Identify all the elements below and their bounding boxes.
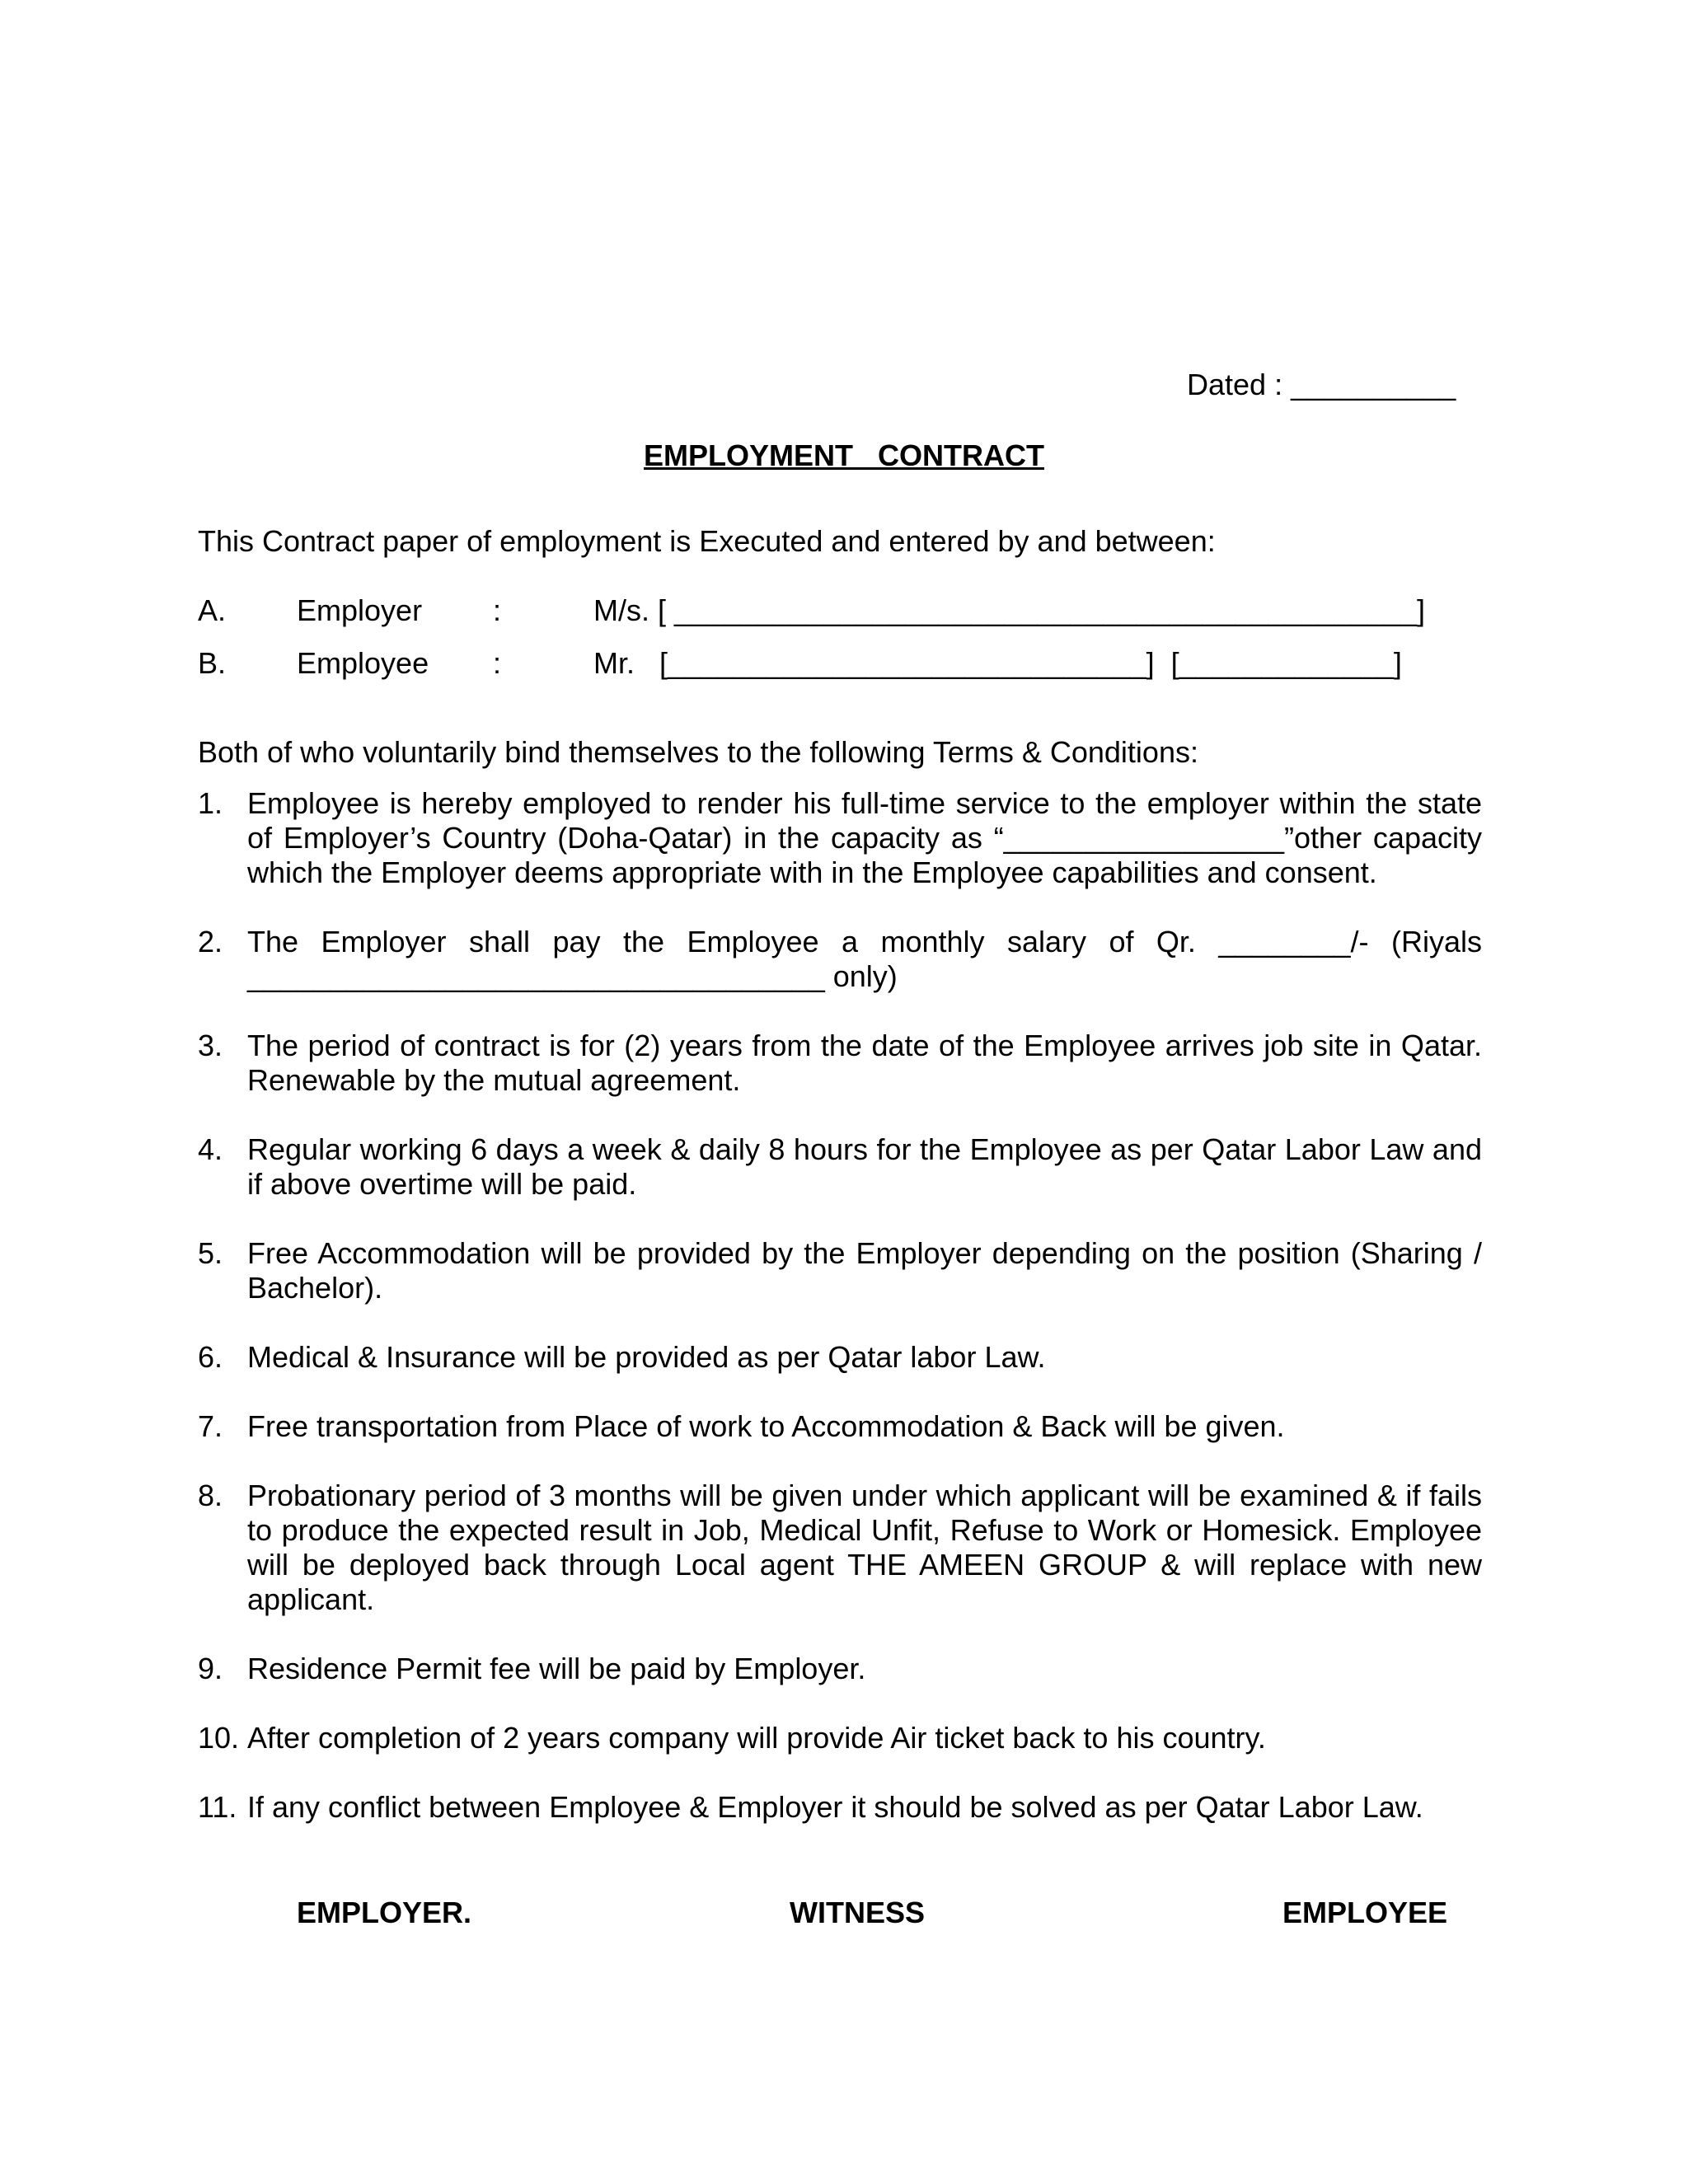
document-title-text: EMPLOYMENT CONTRACT — [644, 438, 1044, 472]
term-item — [198, 1236, 1482, 1305]
party-letter: A. — [198, 593, 227, 627]
term-item — [198, 1652, 1482, 1686]
party-colon: : — [493, 646, 502, 680]
term-number: 8. — [198, 1479, 223, 1512]
party-employee — [198, 646, 1484, 681]
term-text: The Employer shall pay the Employee a monthly salary of Qr. ________/- (Riyals ___________________________________ only) — [247, 925, 1482, 993]
party-fill-blank: M/s. [ _____________________________________________] — [593, 593, 1425, 627]
party-role: Employer — [297, 593, 423, 627]
party-role: Employee — [297, 646, 429, 680]
signature-block — [0, 1896, 1688, 1930]
term-item — [198, 1340, 1482, 1375]
term-text: Regular working 6 days a week & daily 8 hours for the Employee as per Qatar Labor Law and if above overtime will be paid. — [247, 1132, 1482, 1201]
term-number: 7. — [198, 1409, 223, 1443]
term-number: 5. — [198, 1236, 223, 1270]
term-number: 4. — [198, 1132, 223, 1166]
term-item — [198, 1409, 1482, 1444]
party-colon: : — [493, 593, 502, 627]
term-number: 1. — [198, 786, 223, 820]
term-item — [198, 1029, 1482, 1098]
term-number: 3. — [198, 1029, 223, 1062]
signature-employee-label: EMPLOYEE — [1282, 1896, 1448, 1929]
term-item — [198, 925, 1482, 994]
party-employer — [198, 593, 1484, 628]
term-text: Free transportation from Place of work to Accommodation & Back will be given. — [247, 1409, 1285, 1443]
dated-field: Dated : __________ — [1187, 368, 1456, 401]
term-text: The period of contract is for (2) years from the date of the Employee arrives job site in Qatar. Renewable by the mutual agreement. — [247, 1029, 1482, 1097]
term-text: Free Accommodation will be provided by the Employer depending on the position (Sharing / Bachelor). — [247, 1236, 1482, 1305]
term-item — [198, 1721, 1482, 1755]
term-number: 2. — [198, 925, 223, 958]
term-item — [198, 1479, 1482, 1617]
signature-employer-label: EMPLOYER. — [297, 1896, 472, 1929]
signature-witness-label: WITNESS — [790, 1896, 926, 1929]
document-title — [0, 438, 1688, 473]
intro-paragraph: This Contract paper of employment is Executed and entered by and between: — [198, 524, 1216, 558]
party-letter: B. — [198, 646, 227, 680]
terms-list — [198, 786, 1482, 1859]
term-number: 10. — [198, 1721, 240, 1755]
term-text: Residence Permit fee will be paid by Employer. — [247, 1652, 866, 1685]
term-item — [198, 786, 1482, 890]
term-number: 9. — [198, 1652, 223, 1685]
term-text: If any conflict between Employee & Employer it should be solved as per Qatar Labor Law. — [247, 1790, 1423, 1824]
term-number: 11. — [198, 1790, 237, 1824]
term-text: Employee is hereby employed to render his full-time service to the employer within the state of Employer’s Country (Doha-Qatar) in the capacity as “_________________”other capacity which the Employer deems appropriate with in the Employee capabilities and consent. — [247, 786, 1482, 889]
term-number: 6. — [198, 1340, 223, 1374]
term-item — [198, 1790, 1482, 1825]
term-text: Probationary period of 3 months will be given under which applicant will be examined & if fails to produce the expected result in Job, Medical Unfit, Refuse to Work or Homesick. Employee will be deployed back through Local agent THE AMEEN GROUP & will replace with new applicant. — [247, 1479, 1482, 1616]
terms-intro: Both of who voluntarily bind themselves to the following Terms & Conditions: — [198, 735, 1198, 769]
term-text: Medical & Insurance will be provided as per Qatar labor Law. — [247, 1340, 1046, 1374]
party-fill-blank: Mr. [_____________________________] [_____________] — [593, 646, 1402, 680]
term-item — [198, 1132, 1482, 1202]
term-text: After completion of 2 years company will provide Air ticket back to his country. — [247, 1721, 1266, 1755]
